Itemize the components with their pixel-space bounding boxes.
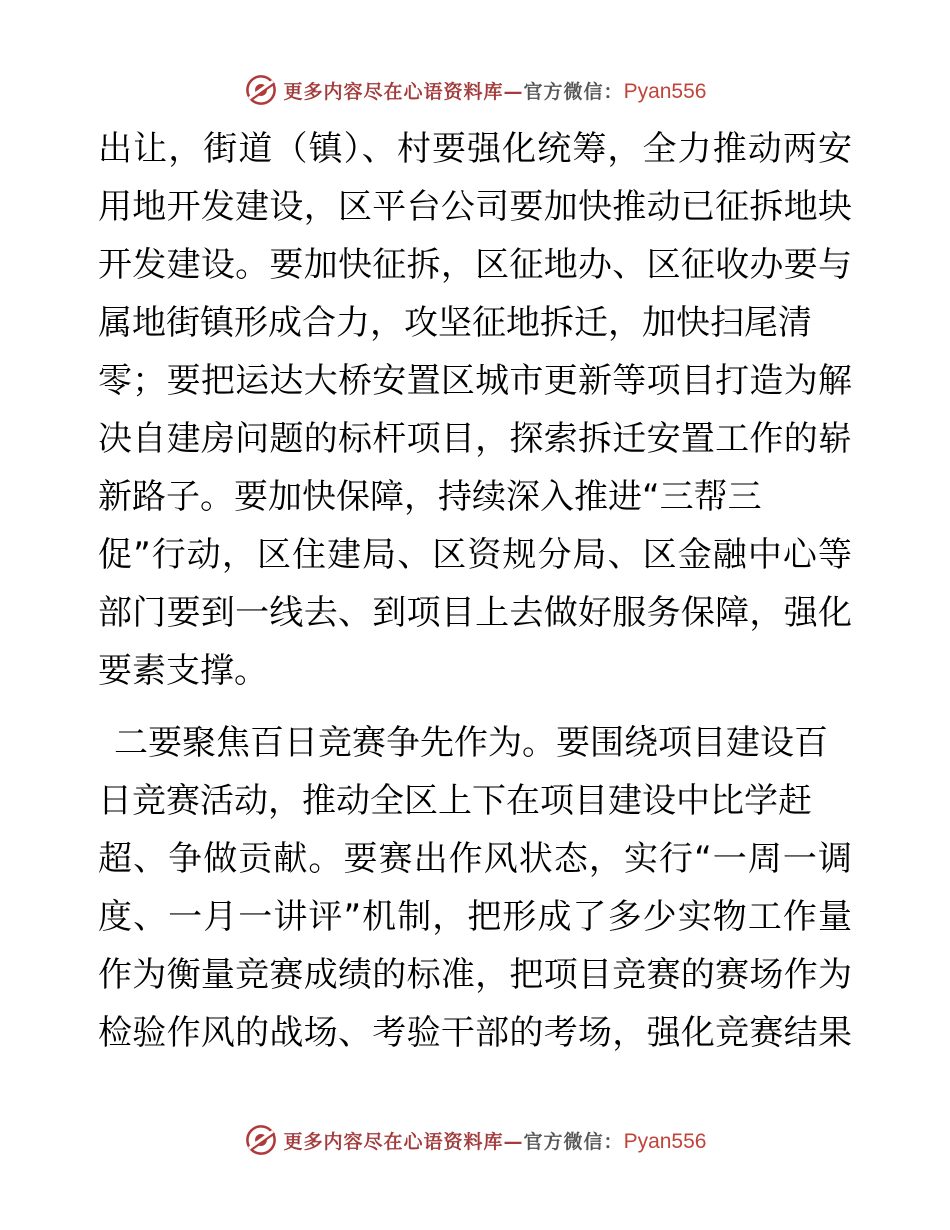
text-line: 新路子。要加快保障，持续深入推进“三帮三 bbox=[98, 477, 762, 517]
paragraph-1 bbox=[98, 120, 852, 700]
text-line: 超、争做贡献。要赛出作风状态，实行“一周一调 bbox=[98, 839, 852, 879]
header-wechat-handle: Pyan556 bbox=[623, 79, 707, 103]
text-line: 日竞赛活动，推动全区上下在项目建设中比学赶 bbox=[98, 781, 812, 821]
text-line: 检验作风的战场、考验干部的考场，强化竞赛结果 bbox=[98, 1013, 852, 1053]
header-banner-content bbox=[244, 73, 707, 107]
text-line: 度、一月一讲评”机制，把形成了多少实物工作量 bbox=[98, 897, 852, 937]
header-wechat-label: 官方微信： bbox=[523, 80, 624, 103]
text-line: 作为衡量竞赛成绩的标准，把项目竞赛的赛场作为 bbox=[98, 955, 852, 995]
text-line: 要素支撑。 bbox=[98, 651, 268, 691]
text-line: 属地街镇形成合力，攻坚征地拆迁，加快扫尾清 bbox=[98, 303, 812, 343]
footer-promo: 更多内容尽在心语资料库— bbox=[283, 1130, 524, 1153]
text-line: 出让，街道（镇）、村要强化统筹，全力推动两安 bbox=[98, 129, 852, 169]
footer-promo-text bbox=[284, 1127, 707, 1154]
text-line: 用地开发建设，区平台公司要加快推动已征拆地块 bbox=[98, 187, 852, 227]
header-banner bbox=[0, 70, 950, 110]
text-line: 开发建设。要加快征拆，区征地办、区征收办要与 bbox=[98, 245, 852, 285]
document-body bbox=[98, 120, 852, 1062]
logo-icon bbox=[244, 1123, 278, 1157]
text-line: 部门要到一线去、到项目上去做好服务保障，强化 bbox=[98, 593, 852, 633]
header-promo-text bbox=[284, 77, 707, 104]
header-promo: 更多内容尽在心语资料库— bbox=[283, 80, 524, 103]
paragraph-gap bbox=[98, 700, 852, 714]
footer-wechat-handle: Pyan556 bbox=[623, 1129, 707, 1153]
text-line: 二要聚焦百日竞赛争先作为。要围绕项目建设百 bbox=[114, 723, 828, 763]
logo-icon bbox=[244, 73, 278, 107]
footer-wechat-label: 官方微信： bbox=[523, 1130, 624, 1153]
text-line: 促”行动，区住建局、区资规分局、区金融中心等 bbox=[98, 535, 852, 575]
text-line: 零；要把运达大桥安置区城市更新等项目打造为解 bbox=[98, 361, 852, 401]
footer-banner bbox=[0, 1120, 950, 1160]
footer-banner-content bbox=[244, 1123, 707, 1157]
text-line: 决自建房问题的标杆项目，探索拆迁安置工作的崭 bbox=[98, 419, 852, 459]
paragraph-2 bbox=[98, 714, 852, 1062]
